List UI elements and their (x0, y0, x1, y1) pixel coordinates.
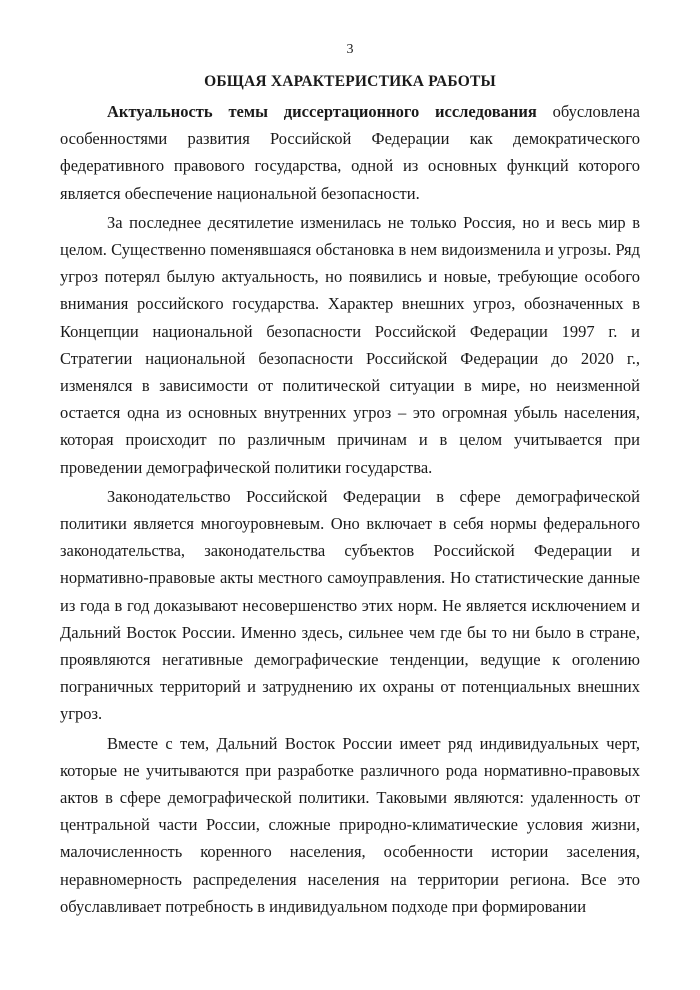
body-text (60, 98, 640, 920)
paragraph-text-relevance: обусловлена особенностями развития Российской Федерации как демократического федеративного правового государства, одной из основных функций которого является обеспечение национальной безопасности. (60, 102, 640, 203)
paragraph-far-east: Вместе с тем, Дальний Восток России имеет ряд индивидуальных черт, которые не учитываются при разработке различного рода нормативно-правовых актов в сфере демографической политики. Таковыми являются: удаленность от центральной части России, сложные природно-климатические условия жизни, малочисленность коренного населения, особенности истории заселения, неравномерность распределения населения на территории региона. Все это обуславливает потребность в индивидуальном подходе при формировании (60, 733, 640, 916)
page-number: 3 (346, 42, 354, 57)
paragraph-relevance (60, 98, 640, 207)
section-title: ОБЩАЯ ХАРАКТЕРИСТИКА РАБОТЫ (204, 73, 496, 90)
paragraph-legislation: Законодательство Российской Федерации в сфере демографической политики является многоуровневым. Оно включает в себя нормы федерального законодательства, законодательства субъектов Российской Федерации и нормативно-правовые акты местного самоуправления. Но статистические данные из года в год доказывают несовершенство этих норм. Не является исключением и Дальний Восток России. Именно здесь, сильнее чем где бы то ни было в стране, проявляются негативные демографические тенденции, ведущие к оголению пограничных территорий и затруднению их охраны от потенциальных внешних угроз. (60, 486, 640, 724)
paragraph-lead-relevance: Актуальность темы диссертационного исследования (107, 102, 537, 121)
paragraph-threats: За последнее десятилетие изменилась не только Россия, но и весь мир в целом. Существенно поменявшаяся обстановка в нем видоизменила и угрозы. Ряд угроз потерял былую актуальность, но появились и новые, требующие особого внимания российского государства. Характер внешних угроз, обозначенных в Концепции национальной безопасности Российской Федерации 1997 г. и Стратегии национальной безопасности Российской Федерации до 2020 г., изменялся в зависимости от политической ситуации в мире, но неизменной остается одна из основных внутренних угроз – это огромная убыль населения, которая происходит по различным причинам и в целом учитывается при проведении демографической политики государства. (60, 212, 640, 477)
